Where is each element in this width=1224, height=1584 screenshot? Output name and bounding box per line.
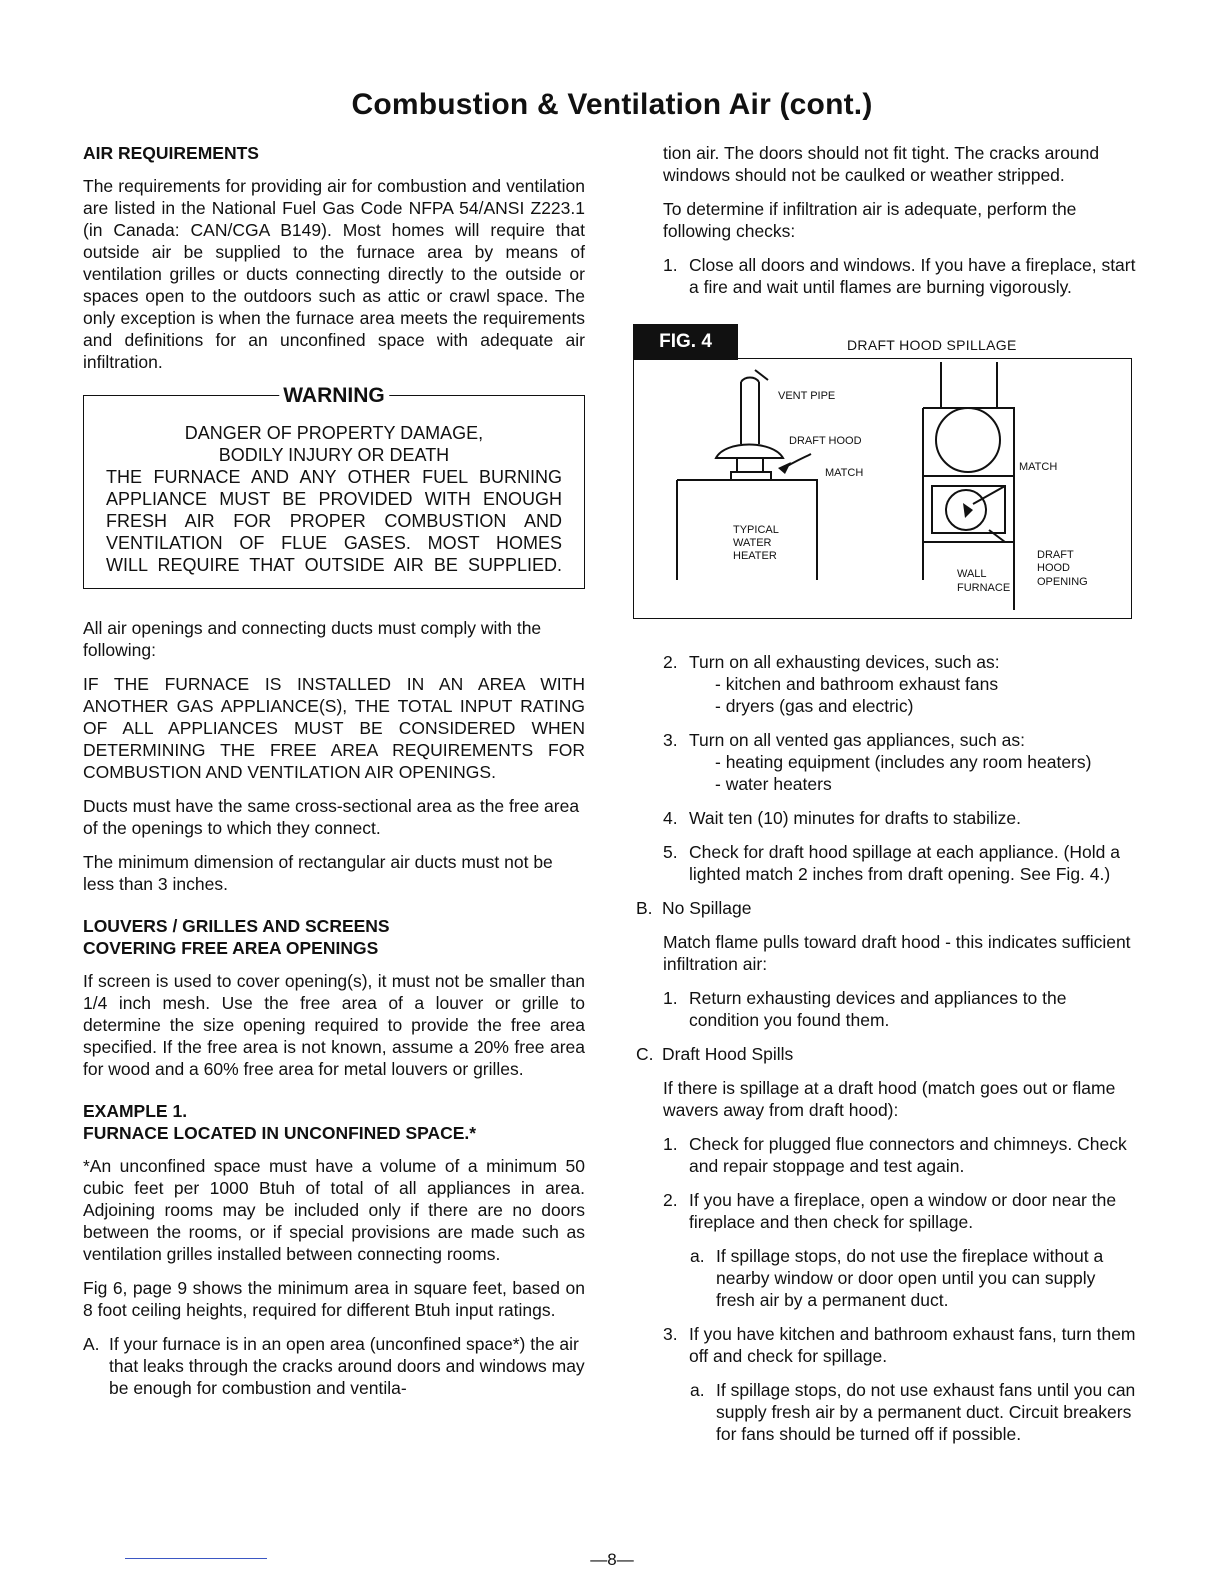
- list-text: [689, 729, 1136, 795]
- list-text: If spillage stops, do not use the fireplace without a nearby window or door open until you can supply fresh air by a permanent duct.: [716, 1246, 1104, 1310]
- list-item: [636, 1323, 1136, 1367]
- label-wall: WALL: [957, 568, 987, 580]
- list-text: Close all doors and windows. If you have a fireplace, start a fire and wait until flames are burning vigorously.: [689, 255, 1136, 297]
- fig6-text: Fig 6, page 9 shows the minimum area in square feet, based on 8 foot ceiling heights, required for different Btuh input ratings.: [83, 1278, 585, 1320]
- page-number: —8—: [590, 1550, 634, 1569]
- list-label: A.: [83, 1334, 100, 1354]
- list-number: 3.: [663, 730, 678, 750]
- left-column: [83, 142, 585, 1411]
- list-text: Return exhausting devices and appliances to the condition you found them.: [689, 988, 1067, 1030]
- draft-hood-diagram: [633, 358, 1133, 620]
- label-heater: HEATER: [733, 550, 777, 562]
- match-flame-icon: [963, 503, 973, 518]
- air-requirements-heading: AIR REQUIREMENTS: [83, 143, 259, 163]
- list-label: a.: [690, 1380, 705, 1400]
- step-text: Turn on all exhausting devices, such as:: [689, 652, 1000, 672]
- multi-appliance-text: IF THE FURNACE IS INSTALLED IN AN AREA WITH ANOTHER GAS APPLIANCE(S), THE TOTAL INPUT RATING OF ALL APPLIANCES MUST BE CONSIDERED WHEN DETERMINING THE FREE AREA REQUIREMENTS FOR COMBUSTION AND VENTILATION AIR OPENINGS.: [83, 674, 585, 782]
- ducts-text: Ducts must have the same cross-sectional area as the free area of the openings to which they connect.: [83, 796, 580, 838]
- example-heading: EXAMPLE 1.: [83, 1101, 188, 1121]
- list-item: [636, 807, 1136, 829]
- list-text: No Spillage: [662, 898, 752, 918]
- list-item: [636, 651, 1136, 717]
- list-label: a.: [690, 1246, 705, 1266]
- list-text: Wait ten (10) minutes for drafts to stabilize.: [689, 808, 1021, 828]
- example-heading: FURNACE LOCATED IN UNCONFINED SPACE.*: [83, 1123, 477, 1143]
- list-number: 3.: [663, 1324, 678, 1344]
- list-item: [636, 841, 1136, 885]
- list-item: [636, 897, 1136, 919]
- list-text: If spillage stops, do not use exhaust fans until you can supply fresh air by a permanent duct. Circuit breakers for fans should be turned off if possible.: [716, 1380, 1136, 1444]
- match-flame-icon: [778, 462, 791, 474]
- louvers-heading: LOUVERS / GRILLES AND SCREENS: [83, 916, 390, 936]
- warning-line: THE FURNACE AND ANY OTHER FUEL BURNING: [106, 467, 562, 487]
- list-number: 2.: [663, 652, 678, 672]
- label-draft: DRAFT: [1037, 549, 1074, 561]
- figure-caption: DRAFT HOOD SPILLAGE: [847, 337, 1017, 353]
- openings-text: All air openings and connecting ducts must comply with the following:: [83, 618, 542, 660]
- warning-line: WILL REQUIRE THAT OUTSIDE AIR BE SUPPLIED.: [106, 555, 562, 575]
- sub-item: - kitchen and bathroom exhaust fans: [715, 674, 999, 694]
- warning-line: VENTILATION OF FLUE GASES. MOST HOMES: [106, 533, 562, 553]
- list-text: [689, 651, 1136, 717]
- list-number: 5.: [663, 842, 678, 862]
- figure-4: [633, 324, 1133, 621]
- unconfined-text: *An unconfined space must have a volume of a minimum 50 cubic feet per 1000 Btuh of total of all appliances in area. Adjoining rooms may be included only if there are no doors between the rooms, or if special provisions are made such as ventilation grilles installed between connecting rooms.: [83, 1156, 585, 1264]
- list-item: [636, 1133, 1136, 1177]
- list-item: [636, 1245, 1136, 1311]
- infiltration-text: To determine if infiltration air is adequate, perform the following checks:: [663, 199, 1077, 241]
- list-item: [83, 1333, 585, 1399]
- warning-line: DANGER OF PROPERTY DAMAGE,: [184, 423, 484, 443]
- list-number: 1.: [663, 988, 678, 1008]
- label-furnace: FURNACE: [957, 582, 1011, 594]
- sub-item: - dryers (gas and electric): [715, 696, 914, 716]
- list-item: [636, 729, 1136, 795]
- air-requirements-text: The requirements for providing air for combustion and ventilation are listed in the National Fuel Gas Code NFPA 54/ANSI Z223.1 (in Canada: CAN/CGA B149). Most homes will require that outside air be supplied to the furnace area by means of ventilation grilles or ducts connecting directly to the outside or spaces open to the outdoors such as attic or crawl space. The only exception is when the furnace area meets the requirements and definitions for an unconfined space with adequate air infiltration.: [83, 176, 585, 372]
- list-text: If your furnace is in an open area (unconfined space*) the air that leaks through the cracks around doors and windows may be enough for combustion and ventila-: [109, 1334, 585, 1398]
- list-text: Draft Hood Spills: [662, 1044, 794, 1064]
- label-match-left: MATCH: [825, 467, 864, 479]
- label-water: WATER: [733, 537, 772, 549]
- list-item: [636, 254, 1136, 298]
- louvers-text: If screen is used to cover opening(s), it must not be smaller than 1/4 inch mesh. Use the free area of a louver or grille to determine the size opening required to provide the free area specified. If the free area is not known, assume a 20% free area for wood and a 60% free area for metal louvers or grilles.: [83, 971, 585, 1079]
- b-description: Match flame pulls toward draft hood - this indicates sufficient infiltration air:: [663, 932, 1131, 974]
- sub-item: - water heaters: [715, 774, 832, 794]
- list-text: Check for plugged flue connectors and chimneys. Check and repair stoppage and test again.: [689, 1134, 1127, 1176]
- right-column: [636, 142, 1136, 1457]
- label-hood: HOOD: [1037, 562, 1070, 574]
- list-label: B.: [636, 898, 653, 918]
- page-title: Combustion & Ventilation Air (cont.): [351, 88, 873, 121]
- label-match-right: MATCH: [1019, 461, 1058, 473]
- label-draft-hood: DRAFT HOOD: [789, 435, 862, 447]
- list-number: 1.: [663, 255, 678, 275]
- list-text: Check for draft hood spillage at each appliance. (Hold a lighted match 2 inches from draft opening. See Fig. 4.): [689, 842, 1120, 884]
- warning-line: APPLIANCE MUST BE PROVIDED WITH ENOUGH: [106, 489, 562, 509]
- list-text: If you have a fireplace, open a window or door near the fireplace and then check for spillage.: [689, 1190, 1117, 1232]
- list-item: [636, 1379, 1136, 1445]
- continued-text: tion air. The doors should not fit tight. The cracks around windows should not be caulked or weather stripped.: [663, 143, 1100, 185]
- louvers-heading: COVERING FREE AREA OPENINGS: [83, 938, 379, 958]
- list-item: [636, 987, 1136, 1031]
- label-vent-pipe: VENT PIPE: [778, 390, 836, 402]
- label-typical: TYPICAL: [733, 524, 779, 536]
- list-number: 4.: [663, 808, 678, 828]
- list-item: [636, 1043, 1136, 1065]
- sub-item: - heating equipment (includes any room heaters): [715, 752, 1092, 772]
- min-dimension-text: The minimum dimension of rectangular air ducts must not be less than 3 inches.: [83, 852, 553, 894]
- warning-line: FRESH AIR FOR PROPER COMBUSTION AND: [106, 511, 562, 531]
- figure-badge: FIG. 4: [633, 324, 738, 360]
- list-number: 2.: [663, 1190, 678, 1210]
- c-description: If there is spillage at a draft hood (match goes out or flame wavers away from draft hood):: [663, 1078, 1116, 1120]
- list-text: If you have kitchen and bathroom exhaust fans, turn them off and check for spillage.: [689, 1324, 1136, 1366]
- list-label: C.: [636, 1044, 654, 1064]
- label-opening: OPENING: [1037, 576, 1088, 588]
- list-number: 1.: [663, 1134, 678, 1154]
- warning-title: WARNING: [279, 384, 389, 408]
- warning-box: [83, 384, 585, 589]
- warning-line: BODILY INJURY OR DEATH: [218, 445, 450, 465]
- step-text: Turn on all vented gas appliances, such as:: [689, 730, 1025, 750]
- list-item: [636, 1189, 1136, 1233]
